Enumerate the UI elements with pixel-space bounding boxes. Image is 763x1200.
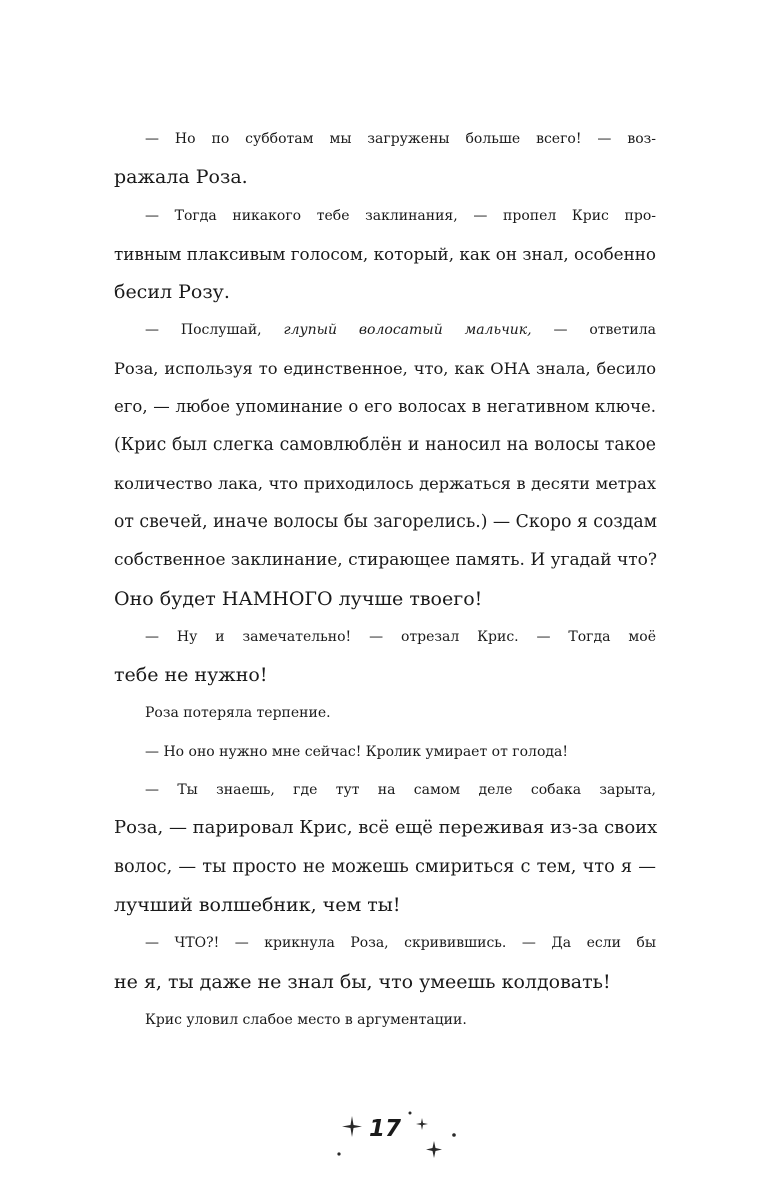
text-line: количество лака, что приходилось держаться в десяти метрах — [114, 473, 656, 493]
text-line — [114, 311, 656, 349]
paragraph-3 — [114, 311, 656, 617]
text-run: — Послушай, — [145, 322, 284, 339]
text-line: лучший волшебник, чем ты! — [114, 893, 401, 916]
text-line: ражала Роза. — [114, 166, 248, 189]
text-line: тебе не нужно! — [114, 664, 268, 687]
text-run: — ответила — [531, 322, 657, 339]
text-line: — Ну и замечательно! — отрезал Крис. — Тогда моё — [145, 628, 656, 645]
paragraph-5 — [114, 694, 656, 732]
paragraph-7 — [114, 771, 656, 924]
sparkle-dot-icon — [452, 1133, 456, 1137]
text-line: — Но оно нужно мне сейчас! Кролик умирает от голода! — [145, 743, 568, 760]
text-line: Оно будет НАМНОГО лучше твоего! — [114, 587, 483, 610]
page-footer — [330, 1108, 460, 1168]
body-text — [114, 120, 656, 1039]
paragraph-8 — [114, 924, 656, 1001]
text-line: — ЧТО?! — крикнула Роза, скривившись. — Да если бы — [145, 935, 656, 952]
paragraph-9 — [114, 1001, 656, 1039]
italic-phrase: глупый волосатый мальчик, — [283, 322, 532, 339]
text-line: собственное заклинание, стирающее память. И угадай что? — [114, 550, 657, 571]
paragraph-4 — [114, 618, 656, 695]
text-line: не я, ты даже не знал бы, что умеешь колдовать! — [114, 970, 611, 993]
text-line: Роза, используя то единственное, что, как ОНА знала, бесило — [114, 358, 656, 378]
text-line: волос, — ты просто не можешь смириться с тем, что я — — [114, 856, 656, 877]
sparkle-dot-icon — [409, 1112, 412, 1115]
text-line: Крис уловил слабое место в аргументации. — [145, 1011, 467, 1028]
text-line: — Ты знаешь, где тут на самом деле собака зарыта, — [145, 782, 656, 799]
text-line: его, — любое упоминание о его волосах в негативном ключе. — [114, 397, 656, 417]
paragraph-6 — [114, 733, 656, 771]
paragraph-1 — [114, 120, 656, 197]
sparkle-medium-icon — [426, 1141, 442, 1158]
sparkle-dot-icon — [337, 1152, 340, 1155]
text-line: Роза потеряла терпение. — [145, 705, 331, 722]
text-line: — Но по субботам мы загружены больше всего! — воз- — [145, 131, 656, 147]
text-line: Роза, — парировал Крис, всё ещё переживая из-за своих — [114, 817, 658, 839]
text-line: бесил Розу. — [114, 281, 230, 304]
page-number: 17 — [368, 1116, 401, 1142]
paragraph-2 — [114, 197, 656, 312]
text-line: (Крис был слегка самовлюблён и наносил на волосы такое — [114, 435, 656, 456]
text-line: — Тогда никакого тебе заклинания, — пропел Крис про- — [145, 207, 656, 224]
text-line: тивным плаксивым голосом, который, как он знал, особенно — [114, 243, 656, 264]
text-line: от свечей, иначе волосы бы загорелись.) — Скоро я создам — [114, 511, 658, 532]
